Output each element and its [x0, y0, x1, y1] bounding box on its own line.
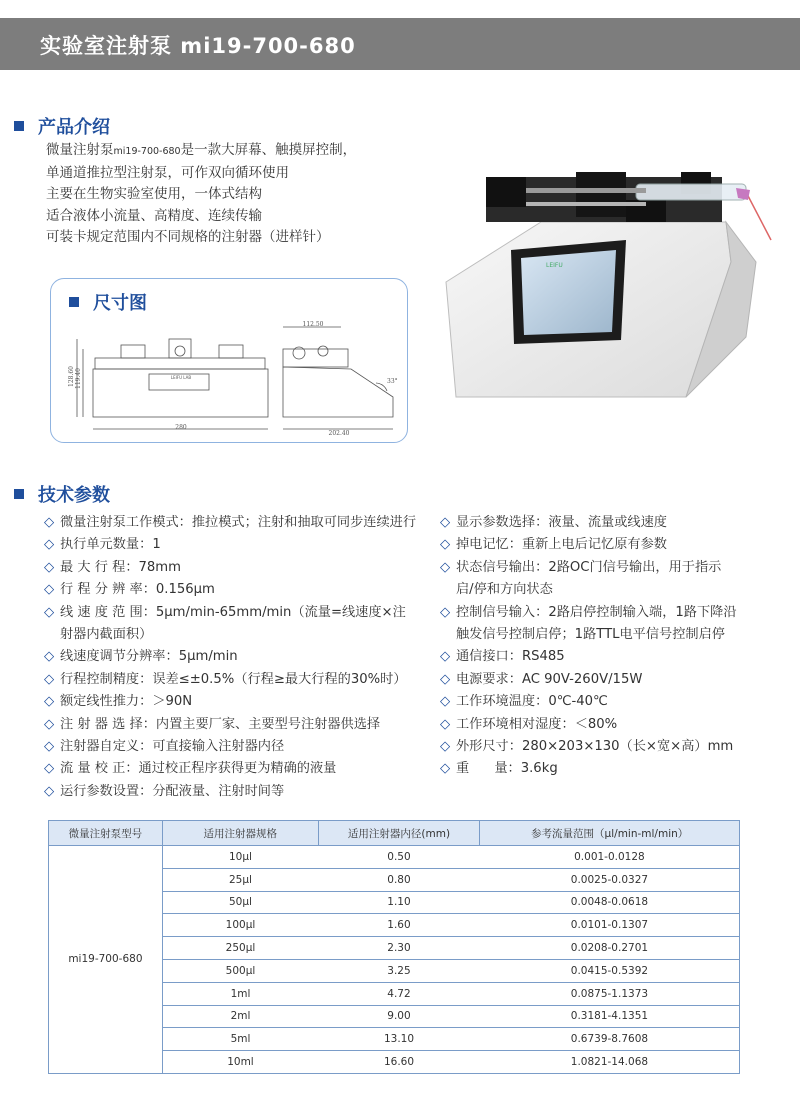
- table-cell: 250μl: [162, 937, 318, 960]
- diamond-icon: ◇: [440, 716, 451, 732]
- table-cell: 0.001-0.0128: [480, 846, 740, 869]
- table-cell: 100μl: [162, 914, 318, 937]
- spec-item: ◇ 重 量： 3.6kg: [440, 758, 737, 780]
- table-cell: 2ml: [162, 1005, 318, 1028]
- spec-item: ◇ 工作环境相对湿度： ＜80%: [440, 714, 737, 736]
- diamond-icon: ◇: [44, 783, 55, 799]
- diamond-icon: ◇: [440, 694, 451, 710]
- table-cell: 0.3181-4.1351: [480, 1005, 740, 1028]
- dim-width-label: 280: [175, 424, 187, 431]
- specs-right-column: [440, 512, 737, 781]
- table-cell: 1ml: [162, 982, 318, 1005]
- spec-item: ◇ 工作环境温度： 0℃-40℃: [440, 691, 737, 713]
- diamond-icon: ◇: [44, 559, 55, 575]
- table-cell: 16.60: [318, 1051, 480, 1074]
- diamond-icon: ◇: [44, 537, 55, 553]
- dimension-drawing: [51, 279, 407, 442]
- intro-line: 微量注射泵mi19-700-680是一款大屏幕、触摸屏控制，: [46, 142, 357, 158]
- table-cell: 9.00: [318, 1005, 480, 1028]
- spec-item: ◇ 注 射 器 选 择： 内置主要厂家、主要型号注射器供选择: [44, 714, 416, 736]
- diamond-icon: ◇: [44, 694, 55, 710]
- spec-item: ◇ 线速度调节分辨率： 5μm/min: [44, 646, 416, 668]
- product-image: [426, 162, 776, 402]
- title-bar: [0, 18, 800, 70]
- intro-text: [46, 140, 356, 249]
- bullet-square-icon: [14, 489, 24, 499]
- table-cell: 5ml: [162, 1028, 318, 1051]
- spec-item: ◇ 最 大 行 程： 78mm: [44, 557, 416, 579]
- diamond-icon: ◇: [44, 739, 55, 755]
- spec-item: ◇ 线 速 度 范 围： 5μm/min-65mm/min（流量=线速度×注: [44, 602, 416, 624]
- diamond-icon: ◇: [440, 739, 451, 755]
- spec-item: ◇ 通信接口： RS485: [440, 646, 737, 668]
- intro-heading: [14, 113, 110, 139]
- table-cell: 4.72: [318, 982, 480, 1005]
- table-cell: 25μl: [162, 868, 318, 891]
- table-cell: 0.80: [318, 868, 480, 891]
- spec-item: ◇ 流 量 校 正： 通过校正程序获得更为精确的液量: [44, 758, 416, 780]
- diamond-icon: ◇: [440, 761, 451, 777]
- table-cell: 10μl: [162, 846, 318, 869]
- diamond-icon: ◇: [440, 671, 451, 687]
- dim-depth-label: 202.40: [328, 430, 350, 437]
- syringe-spec-table: [48, 820, 740, 1074]
- diamond-icon: ◇: [44, 582, 55, 598]
- spec-item: ◇ 额定线性推力： ＞90N: [44, 691, 416, 713]
- spec-item: ◇ 执行单元数量： 1: [44, 534, 416, 556]
- spec-item-continuation: 启/停和方向状态: [456, 582, 553, 598]
- spec-item: ◇ 注射器自定义： 可直接输入注射器内径: [44, 736, 416, 758]
- specs-left-column: [44, 512, 416, 803]
- table-row: [49, 846, 740, 869]
- table-cell: 0.0875-1.1373: [480, 982, 740, 1005]
- spec-item: ◇ 外形尺寸： 280×203×130（长×宽×高）mm: [440, 736, 737, 758]
- bullet-square-icon: [14, 121, 24, 131]
- intro-heading-text: 产品介绍: [38, 117, 110, 138]
- diamond-icon: ◇: [440, 604, 451, 620]
- spec-item-continuation: 触发信号控制启停；1路TTL电平信号控制启停: [456, 627, 725, 643]
- table-cell: 0.50: [318, 846, 480, 869]
- dimension-panel: [50, 278, 408, 443]
- table-cell: 0.0101-0.1307: [480, 914, 740, 937]
- dim-brand-label: LEIFU LAB: [170, 375, 192, 380]
- diamond-icon: ◇: [44, 671, 55, 687]
- spec-item: ◇ 行程控制精度： 误差≤±0.5%（行程≥最大行程的30%时）: [44, 669, 416, 691]
- dimension-heading-text: 尺寸图: [93, 293, 147, 314]
- table-header-cell: 参考流量范围（μl/min-ml/min）: [480, 821, 740, 846]
- intro-line: 主要在生物实验室使用，一体式结构: [46, 186, 262, 202]
- spec-item: ◇ 控制信号输入： 2路启停控制输入端，1路下降沿: [440, 602, 737, 624]
- spec-item: ◇ 微量注射泵工作模式： 推拉模式；注射和抽取可同步连续进行: [44, 512, 416, 534]
- dim-angle-label: 33°: [387, 378, 398, 385]
- diamond-icon: ◇: [44, 515, 55, 530]
- spec-item: ◇ 显示参数选择： 液量、流量或线速度: [440, 512, 737, 534]
- intro-line: 单通道推拉型注射泵，可作双向循环使用: [46, 164, 289, 181]
- table-cell: 3.25: [318, 959, 480, 982]
- spec-item: ◇ 掉电记忆： 重新上电后记忆原有参数: [440, 534, 737, 556]
- diamond-icon: ◇: [440, 537, 451, 553]
- spec-item: ◇ 行 程 分 辨 率： 0.156μm: [44, 579, 416, 601]
- diamond-icon: ◇: [44, 761, 55, 777]
- table-cell: 1.60: [318, 914, 480, 937]
- dim-h1-label: 128.60: [68, 366, 75, 387]
- specs-heading: [14, 481, 110, 507]
- screen-brand-label: LEIFU: [546, 262, 563, 269]
- dim-h2-label: 119.40: [75, 368, 82, 389]
- specs-heading-text: 技术参数: [38, 485, 110, 506]
- spec-item-continuation: 射器内截面积）: [60, 627, 153, 643]
- diamond-icon: ◇: [44, 604, 55, 620]
- diamond-icon: ◇: [44, 649, 55, 665]
- intro-line: 可装卡规定范围内不同规格的注射器（进样针）: [46, 229, 330, 245]
- table-header-cell: 适用注射器规格: [162, 821, 318, 846]
- spec-item: ◇ 运行参数设置： 分配液量、注射时间等: [44, 781, 416, 803]
- table-cell: 0.0208-0.2701: [480, 937, 740, 960]
- diamond-icon: ◇: [44, 716, 55, 732]
- table-cell: 13.10: [318, 1028, 480, 1051]
- table-cell: 0.0048-0.0618: [480, 891, 740, 914]
- table-header-row: [49, 821, 740, 846]
- dim-top-width-label: 112.50: [302, 321, 324, 328]
- table-cell: 0.0025-0.0327: [480, 868, 740, 891]
- table-header-cell: 适用注射器内径(mm): [318, 821, 480, 846]
- diamond-icon: ◇: [440, 515, 451, 530]
- page-title: 实验室注射泵 mi19-700-680: [40, 34, 356, 58]
- spec-item: ◇ 状态信号输出： 2路OC门信号输出，用于指示: [440, 557, 737, 579]
- spec-item: ◇ 电源要求： AC 90V-260V/15W: [440, 669, 737, 691]
- model-cell: mi19-700-680: [49, 846, 163, 1074]
- intro-line: 适合液体小流量、高精度、连续传输: [46, 207, 262, 224]
- table-cell: 10ml: [162, 1051, 318, 1074]
- table-cell: 1.0821-14.068: [480, 1051, 740, 1074]
- table-cell: 0.6739-8.7608: [480, 1028, 740, 1051]
- table-cell: 500μl: [162, 959, 318, 982]
- diamond-icon: ◇: [440, 559, 451, 575]
- table-cell: 50μl: [162, 891, 318, 914]
- table-header-cell: 微量注射泵型号: [49, 821, 163, 846]
- table-cell: 2.30: [318, 937, 480, 960]
- table-cell: 1.10: [318, 891, 480, 914]
- diamond-icon: ◇: [440, 649, 451, 665]
- table-cell: 0.0415-0.5392: [480, 959, 740, 982]
